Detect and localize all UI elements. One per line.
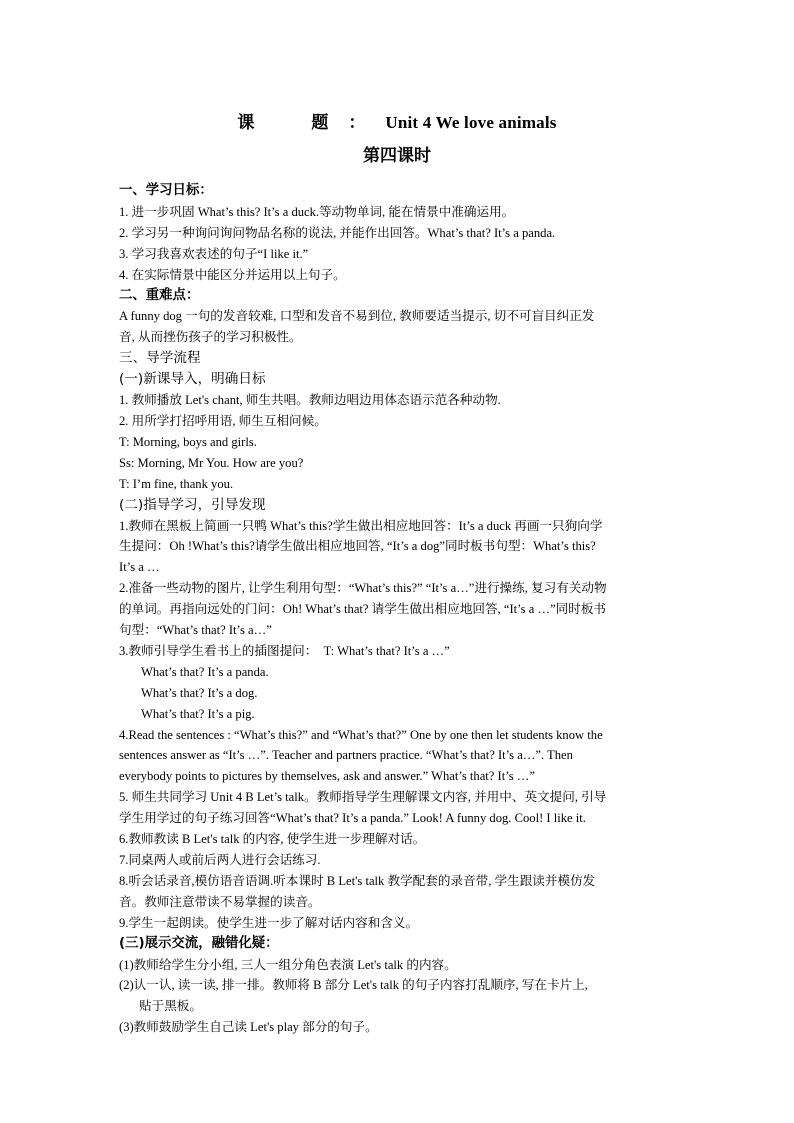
text-line: (3)教师鼓励学生自己读 Let's play 部分的句子。 <box>119 1020 378 1035</box>
text-line: T: I’m fine, thank you. <box>119 476 234 491</box>
section-heading: 三、导学流程 <box>119 350 201 367</box>
text-line: What’s that? It’s a dog. <box>141 685 258 700</box>
text-line: 4.Read the sentences : “What’s this?” and “What’s that?” One by one then let students know the <box>119 727 603 742</box>
text-line: 1.教师在黑板上简画一只鸭 What’s this?学生做出相应地回答：It’s a duck 再画一只狗向学 <box>119 518 603 533</box>
text-line: 音。教师注意带读不易掌握的读音。 <box>119 894 321 909</box>
text-line: 9.学生一起朗读。使学生进一步了解对话内容和含义。 <box>119 915 419 930</box>
text-line: 8.听会话录音,模仿语音语调.听本课时 B Let's talk 教学配套的录音带, 学生跟读并模仿发 <box>119 873 596 888</box>
text-line: T: Morning, boys and girls. <box>119 434 257 449</box>
text-line: 5. 师生共同学习 Unit 4 B Let’s talk。教师指导学生理解课文内容, 并用中、英文提问, 引导 <box>119 790 607 805</box>
text-line: 音, 从而挫伤孩子的学习积极性。 <box>119 330 302 345</box>
title-label: 课 题： <box>237 113 386 132</box>
text-line: sentences answer as “It’s …”. Teacher and partners practice. “What’s that? It’s a…”. Then <box>119 748 573 763</box>
text-line: 2.准备一些动物的图片, 让学生利用句型：“What’s this?” “It’s a…”进行操练, 复习有关动物 <box>119 581 607 596</box>
section-heading: (一)新课导入，明确日标 <box>119 371 266 388</box>
text-line: A funny dog 一句的发音较难, 口型和发音不易到位, 教师要适当提示, 切不可盲目纠正发 <box>119 309 595 324</box>
text-line: What’s that? It’s a panda. <box>141 664 269 679</box>
section-heading: (二)指导学习，引导发现 <box>119 496 266 513</box>
text-line: 的单词。再指向远处的门问：Oh! What’s that? 请学生做出相应地回答, “It’s a …”同时板书 <box>119 602 607 617</box>
text-line: 2. 用所学打招呼用语, 师生互相问候。 <box>119 413 327 428</box>
text-line: 生提问：Oh !What’s this?请学生做出相应地回答, “It’s a dog”同时板书句型：What’s this? <box>119 539 596 554</box>
text-line: 3.教师引导学生看书上的插图提问： T: What’s that? It’s a …” <box>119 643 450 658</box>
text-line: 7.同桌两人或前后两人进行会话练习. <box>119 853 321 867</box>
text-line: 学生用学过的句子练习回答“What’s that? It’s a panda.” Look! A funny dog. Cool! I like it. <box>119 811 586 826</box>
text-line: 1. 进一步巩固 What’s this? It’s a duck.等动物单词, 能在情景中准确运用。 <box>119 204 515 219</box>
text-line: What’s that? It’s a pig. <box>141 706 255 721</box>
section-heading: 一、学习日标： <box>119 183 213 198</box>
text-line: everybody points to pictures by themselves, ask and answer.” What’s that? It’s …” <box>119 769 535 784</box>
text-line: 3. 学习我喜欢表述的句子“I like it.” <box>119 246 309 261</box>
text-line: (2)认一认, 读一读, 排一排。教师将 B 部分 Let's talk 的句子内容打乱顺序, 写在卡片上, <box>119 978 588 993</box>
text-line: It’s a … <box>119 560 160 575</box>
text-line: 6.教师教读 B Let's talk 的内容, 使学生进一步理解对话。 <box>119 832 426 847</box>
text-line: 句型：“What’s that? It’s a…” <box>119 623 272 638</box>
section-heading: 二、重难点： <box>119 287 200 303</box>
title-text: Unit 4 We love animals <box>385 113 557 132</box>
section-heading: 贴于黑板。 <box>139 999 202 1014</box>
page-title <box>0 108 794 133</box>
text-line: Ss: Morning, Mr You. How are you? <box>119 455 304 470</box>
section-heading: (三)展示交流，融错化疑： <box>119 935 279 951</box>
text-line: 1. 教师播放 Let's chant, 师生共唱。教师边唱边用体态语示范各种动物. <box>119 393 501 408</box>
document-body <box>119 181 671 1038</box>
text-line: 2. 学习另一种询问询问物品名称的说法, 并能作出回答。What’s that? It’s a panda. <box>119 225 556 240</box>
page-subtitle: 第四课时 <box>363 146 431 165</box>
text-line: 4. 在实际情景中能区分并运用以上句子。 <box>119 267 346 282</box>
text-line: (1)教师给学生分小组, 三人一组分角色表演 Let's talk 的内容。 <box>119 957 457 972</box>
